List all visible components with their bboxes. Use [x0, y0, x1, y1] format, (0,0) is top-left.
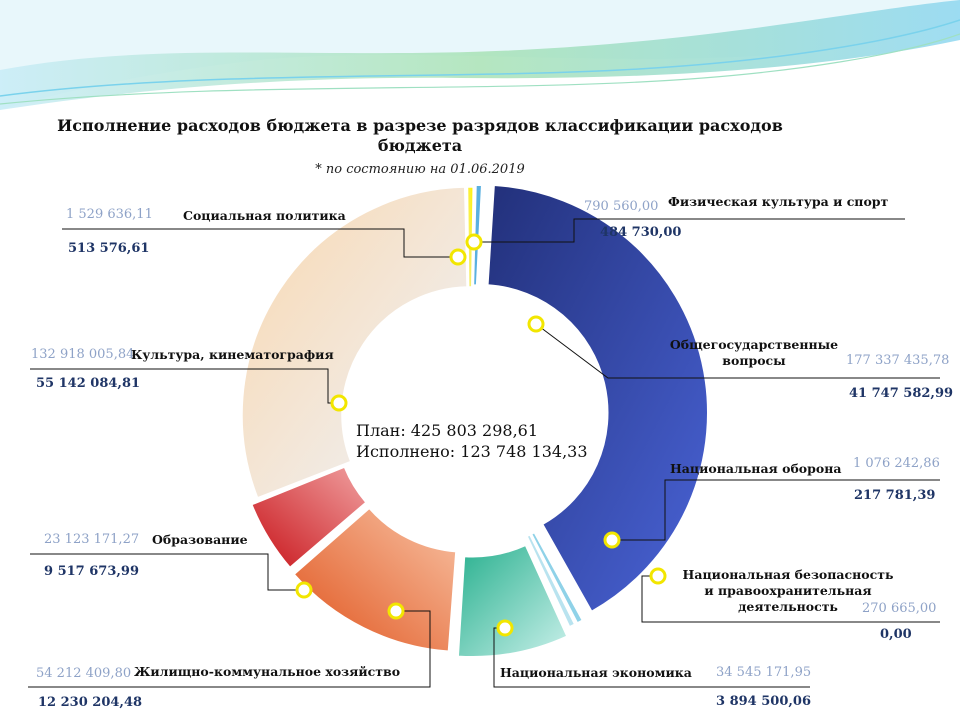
defense-plan-value: 1 076 242,86 [853, 456, 940, 471]
housing-plan-value: 54 212 409,80 [36, 666, 132, 681]
security-done-value: 0,00 [880, 627, 912, 642]
donut-center-summary [356, 420, 588, 462]
housing-label: Жилищно-коммунальное хозяйство [134, 664, 401, 679]
security-label: Национальная безопасность и правоохранительная деятельность [682, 567, 894, 614]
security-plan-value: 270 665,00 [862, 601, 937, 616]
general-issues-label: Общегосударственные вопросы [669, 337, 839, 368]
social-label: Социальная политика [183, 208, 346, 223]
sport-done-value: 484 730,00 [600, 225, 682, 240]
culture-label: Культура, кинематография [131, 347, 334, 362]
center-done-text: Исполнено: 123 748 134,33 [356, 442, 588, 461]
sport-label: Физическая культура и спорт [668, 194, 889, 209]
education-plan-value: 23 123 171,27 [44, 532, 140, 547]
marker-dot-security [651, 569, 665, 583]
culture-plan-value: 132 918 005,84 [31, 347, 135, 362]
header-waves [0, 0, 960, 110]
housing-done-value: 12 230 204,48 [38, 695, 143, 710]
economy-label: Национальная экономика [500, 665, 692, 680]
economy-plan-value: 34 545 171,95 [716, 665, 812, 680]
general-issues-plan-value: 177 337 435,78 [846, 353, 950, 368]
defense-label: Национальная оборона [670, 461, 842, 476]
chart-subtitle: * по состоянию на 01.06.2019 [315, 162, 525, 177]
chart-title: Исполнение расходов бюджета в разрезе разрядов классификации расходов бюджета [57, 116, 783, 155]
education-label: Образование [152, 532, 248, 547]
defense-done-value: 217 781,39 [854, 488, 936, 503]
marker-dot-sport [467, 235, 481, 249]
economy-done-value: 3 894 500,06 [716, 694, 811, 709]
marker-dot-culture [332, 396, 346, 410]
culture-done-value: 55 142 084,81 [36, 376, 141, 391]
sport-plan-value: 790 560,00 [584, 199, 659, 214]
marker-dot-social [451, 250, 465, 264]
social-done-value: 513 576,61 [68, 241, 150, 256]
education-done-value: 9 517 673,99 [44, 564, 139, 579]
social-plan-value: 1 529 636,11 [66, 207, 153, 222]
marker-dot-general-issues [529, 317, 543, 331]
marker-dot-education [297, 583, 311, 597]
center-plan-text: План: 425 803 298,61 [356, 421, 539, 440]
marker-dot-defense [605, 533, 619, 547]
marker-dot-housing [389, 604, 403, 618]
general-issues-done-value: 41 747 582,99 [849, 386, 954, 401]
marker-dot-economy [498, 621, 512, 635]
